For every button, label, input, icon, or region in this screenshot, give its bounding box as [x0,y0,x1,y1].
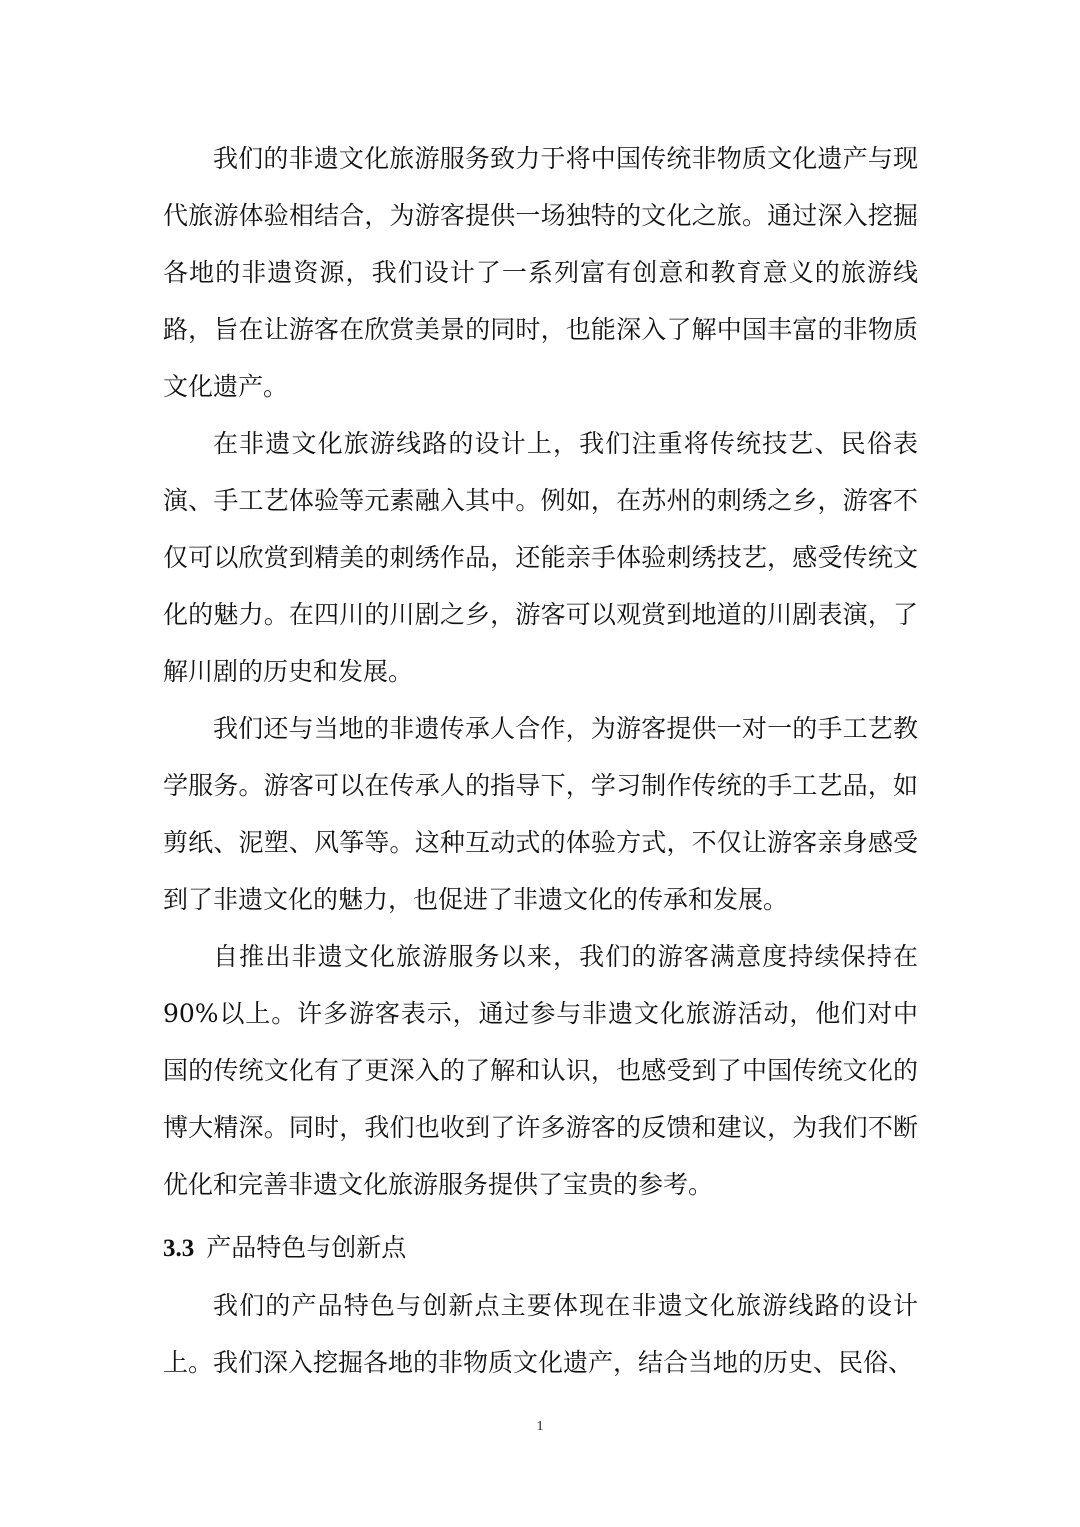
paragraph-intro: 我们的非遗文化旅游服务致力于将中国传统非物质文化遗产与现代旅游体验相结合，为游客提供一场独特的文化之旅。通过深入挖掘各地的非遗资源，我们设计了一系列富有创意和教育意义的旅游线路，旨在让游客在欣赏美景的同时，也能深入了解中国丰富的非物质文化遗产。 [163,144,918,401]
page-number: 1 [536,1419,544,1434]
paragraph-route-design: 在非遗文化旅游线路的设计上，我们注重将传统技艺、民俗表演、手工艺体验等元素融入其中。例如，在苏州的刺绣之乡，游客不仅可以欣赏到精美的刺绣作品，还能亲手体验刺绣技艺，感受传统文化的魅力。在四川的川剧之乡，游客可以观赏到地道的川剧表演，了解川剧的历史和发展。 [163,429,918,686]
section-number: 3.3 [163,1235,195,1262]
paragraph-inheritor-cooperation: 我们还与当地的非遗传承人合作，为游客提供一对一的手工艺教学服务。游客可以在传承人的指导下，学习制作传统的手工艺品，如剪纸、泥塑、风筝等。这种互动式的体验方式，不仅让游客亲身感受到了非遗文化的魅力，也促进了非遗文化的传承和发展。 [163,714,918,914]
section-title: 产品特色与创新点 [206,1233,407,1262]
paragraph-features: 我们的产品特色与创新点主要体现在非遗文化旅游线路的设计上。我们深入挖掘各地的非物质文化遗产，结合当地的历史、民俗、 [163,1291,918,1377]
section-heading [163,1219,918,1277]
paragraph-satisfaction: 自推出非遗文化旅游服务以来，我们的游客满意度持续保持在90%以上。许多游客表示，通过参与非遗文化旅游活动，他们对中国的传统文化有了更深入的了解和认识，也感受到了中国传统文化的博大精深。同时，我们也收到了许多游客的反馈和建议，为我们不断优化和完善非遗文化旅游服务提供了宝贵的参考。 [163,942,918,1199]
page-content [163,130,918,1391]
